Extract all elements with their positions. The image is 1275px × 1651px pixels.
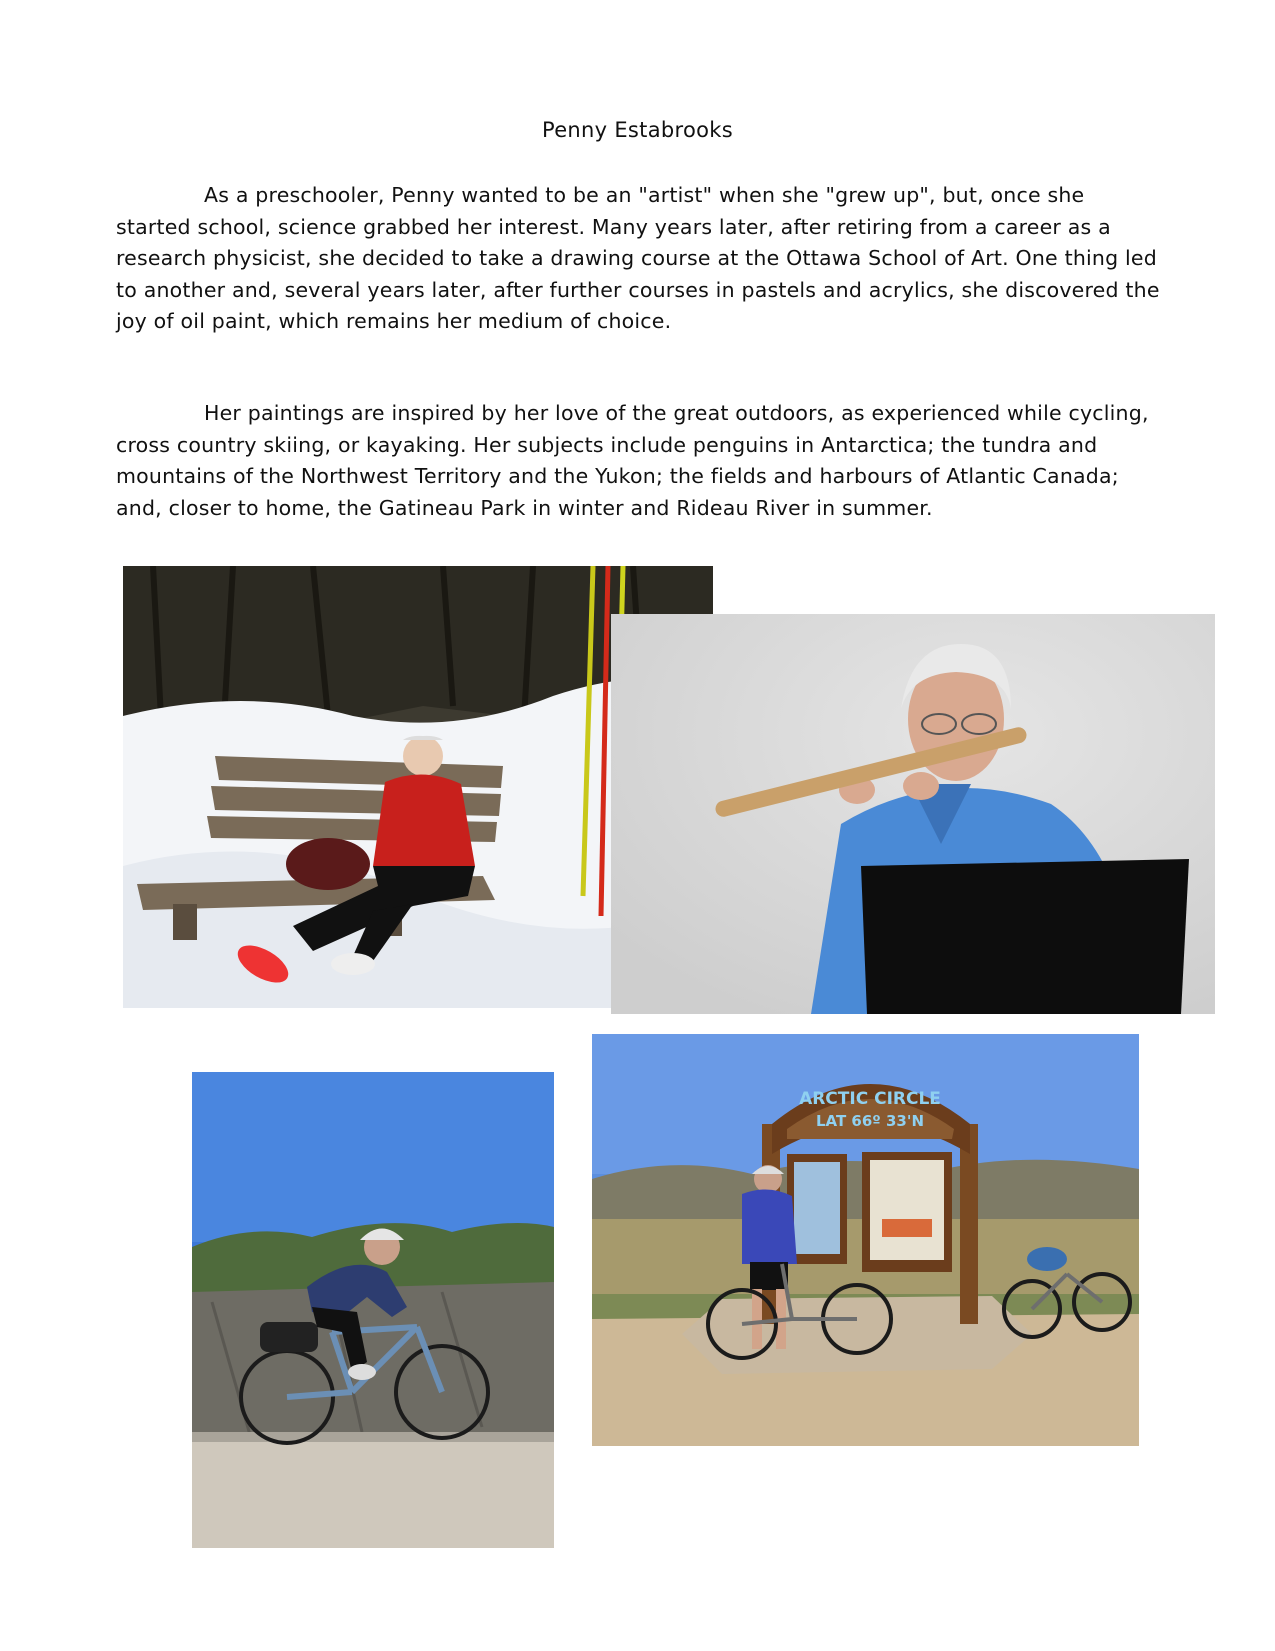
arctic-sign-text-2: LAT 66º 33'N [815,1112,925,1130]
photo-arctic-circle [592,1034,1139,1446]
bio-paragraph-1: As a preschooler, Penny wanted to be an "artist" when she "grew up", but, once she started school, science grabbed her interest. Many years later, after retiring from a career as a research physicist, she decided to take a drawing course at the Ottawa School of Art. One thing led to another and, several years later, after further courses in pastels and acrylics, she discovered the joy of oil paint, which remains her medium of choice. [116,183,1160,333]
photo-flute-player [611,614,1215,1014]
photo-cyclist [192,1072,554,1548]
bio-paragraph-2: Her paintings are inspired by her love of the great outdoors, as experienced while cycling, cross country skiing, or kayaking. Her subjects include penguins in Antarctica; the tundra and mountains of the Northwest Territory and the Yukon; the fields and harbours of Atlantic Canada; and, closer to home, the Gatineau Park in winter and Rideau River in summer. [116,401,1149,520]
arctic-sign-text-1: ARCTIC CIRCLE [799,1089,941,1109]
page-title: Penny Estabrooks [542,118,733,142]
